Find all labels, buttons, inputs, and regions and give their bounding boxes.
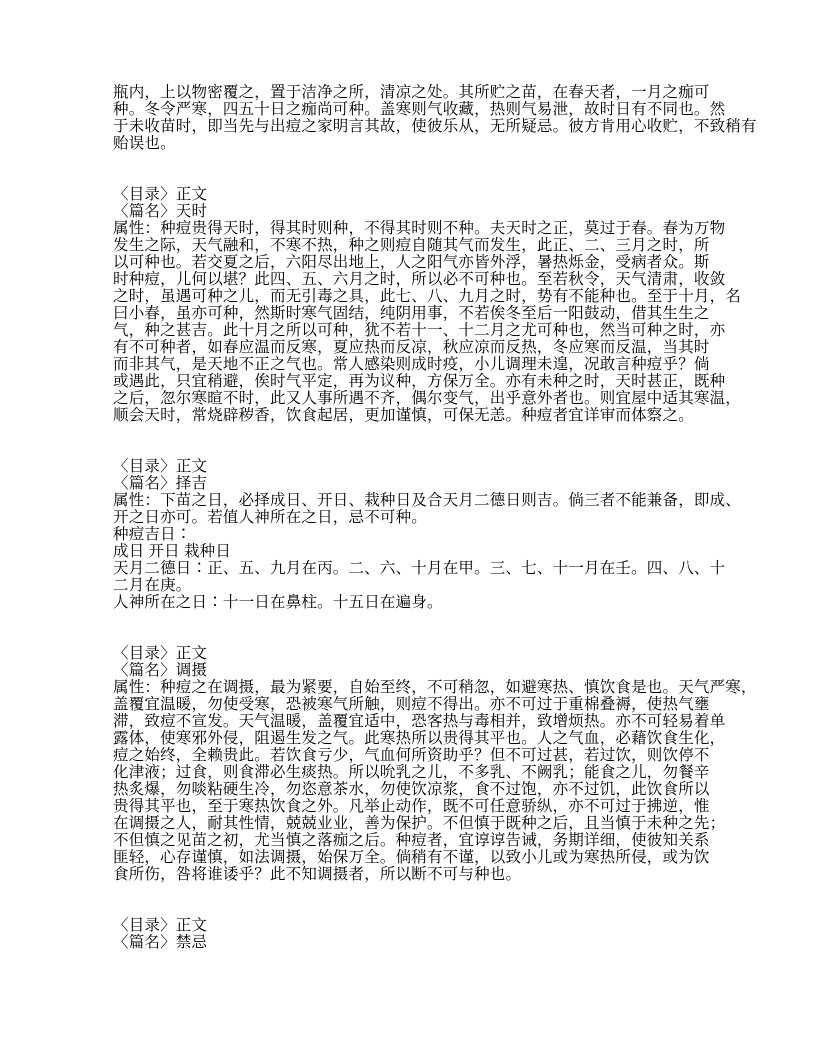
- text-line: 之后，忽尔寒暄不时，此又人事所遇不齐，偶尔变气，出乎意外者也。则宜屋中适其寒温，: [113, 390, 742, 407]
- text-line: 曰小春，虽亦可种，然斯时寒气固结，纯阴用事，不若俟冬至后一阳鼓动，借其生生之: [113, 305, 710, 322]
- text-line: 而非其气，是天地不正之气也。常人感染则成时疫，小儿调理未遑，况敢言种痘乎？倘: [113, 356, 710, 373]
- text-line: 之时，虽遇可种之儿，而无引毒之具，此七、八、九月之时，势有不能种也。至于十月，名: [113, 288, 742, 305]
- text-line: 属性：下苗之日，必择成日、开日、栽种日及合天月二德日则吉。倘三者不能兼备，即成、: [113, 492, 742, 509]
- text-line: 瓶内，上以物密覆之，置于洁净之所，清凉之处。其所贮之苗，在春天者，一月之痂可: [113, 84, 710, 101]
- text-line: 贻误也。: [113, 135, 176, 152]
- text-line: 以可种也。若交夏之后，六阳尽出地上，人之阳气亦皆外浮，暑热烁金，受病者众。斯: [113, 254, 710, 271]
- text-line: 属性：种痘贵得天时，得其时则种，不得其时则不种。夫天时之正，莫过于春。春为万物: [113, 220, 726, 237]
- text-line: 匪轻，心存谨慎，如法调摄，始保万全。倘稍有不谨，以致小儿或为寒热所侵，或为饮: [113, 849, 710, 866]
- text-line: 顺会天时，常烧辟秽香，饮食起居，更加谨慎，可保无恙。种痘者宜详审而体察之。: [113, 407, 694, 424]
- blank-line: [113, 900, 736, 917]
- document-text: [113, 84, 757, 951]
- text-line: 〈篇名〉天时: [113, 203, 208, 220]
- text-line: 露体，使寒邪外侵，阻遏生发之气。此寒热所以贵得其平也。人之气血，必藉饮食生化，: [113, 730, 726, 747]
- blank-line: [113, 424, 736, 441]
- text-line: 二月在庚。: [113, 577, 192, 594]
- text-line: 或遇此，只宜稍避，俟时气平定，再为议种，方保万全。亦有未种之时，天时甚正，既种: [113, 373, 726, 390]
- blank-line: [113, 628, 736, 645]
- text-line: 〈目录〉正文: [113, 917, 208, 934]
- blank-line: [113, 152, 736, 169]
- blank-line: [113, 169, 736, 186]
- text-line: 发生之际，天气融和，不寒不热，种之则痘自随其气而发生，此正、二、三月之时，所: [113, 237, 710, 254]
- text-line: 滞，致痘不宣发。天气温暖，盖覆宜适中，恐客热与毒相并，致增烦热。亦不可轻易着单: [113, 713, 726, 730]
- text-line: 食所伤，咎将谁诿乎？此不知调摄者，所以断不可与种也。: [113, 866, 522, 883]
- text-line: 天月二德日∶正、五、九月在丙。二、六、十月在甲。三、七、十一月在壬。四、八、十: [113, 560, 726, 577]
- text-line: 〈目录〉正文: [113, 186, 208, 203]
- text-line: 开之日亦可。若值人神所在之日，忌不可种。: [113, 509, 428, 526]
- text-line: 〈篇名〉调摄: [113, 662, 208, 679]
- text-line: 盖覆宜温暖，勿使受寒，恐被寒气所触，则痘不得出。亦不可过于重棉叠褥，使热气壅: [113, 696, 710, 713]
- text-line: 〈目录〉正文: [113, 645, 208, 662]
- text-line: 于未收苗时，即当先与出痘之家明言其故，使彼乐从，无所疑忌。彼方肯用心收贮，不致稍有: [113, 118, 757, 135]
- text-line: 化津液；过食，则食滞必生痰热。所以吮乳之儿，不多乳、不阙乳；能食之儿，勿餐辛: [113, 764, 710, 781]
- text-line: 热炙爆，勿啖粘硬生冷，勿恣意茶水，勿使饮凉浆，食不过饱，亦不过饥，此饮食所以: [113, 781, 710, 798]
- text-line: 种痘吉日∶: [113, 526, 192, 543]
- blank-line: [113, 883, 736, 900]
- text-line: 成日 开日 栽种日: [113, 543, 232, 560]
- text-line: 在调摄之人，耐其性情，兢兢业业，善为保护。不但慎于既种之后，且当慎于未种之先；: [113, 815, 726, 832]
- text-line: 时种痘，儿何以堪？此四、五、六月之时，所以必不可种也。至若秋令，天气清肃，收敛: [113, 271, 726, 288]
- text-line: 痘之始终，全赖贵此。若饮食亏少，气血何所资助乎？但不可过甚，若过饮，则饮停不: [113, 747, 710, 764]
- text-line: 〈篇名〉择吉: [113, 475, 208, 492]
- text-line: 人神所在之日∶十一日在鼻柱。十五日在遍身。: [113, 594, 443, 611]
- text-line: 气，种之甚吉。此十月之所以可种，犹不若十一、十二月之尤可种也，然当可种之时，亦: [113, 322, 726, 339]
- text-line: 属性：种痘之在调摄，最为紧要，自始至终，不可稍忽，如避寒热、慎饮食是也。天气严寒，: [113, 679, 757, 696]
- text-line: 种。冬令严寒，四五十日之痂尚可种。盖寒则气收藏，热则气易泄，故时日有不同也。然: [113, 101, 726, 118]
- text-line: 〈篇名〉禁忌: [113, 934, 208, 951]
- blank-line: [113, 441, 736, 458]
- text-line: 〈目录〉正文: [113, 458, 208, 475]
- text-line: 贵得其平也，至于寒热饮食之外。凡举止动作，既不可任意骄纵，亦不可过于拂逆，惟: [113, 798, 710, 815]
- blank-line: [113, 611, 736, 628]
- text-line: 不但慎之见苗之初，尤当慎之落痂之后。种痘者，宜谆谆告诫，务期详细，使彼知关系: [113, 832, 710, 849]
- text-line: 有不可种者，如春应温而反寒，夏应热而反凉，秋应凉而反热，冬应寒而反温，当其时: [113, 339, 710, 356]
